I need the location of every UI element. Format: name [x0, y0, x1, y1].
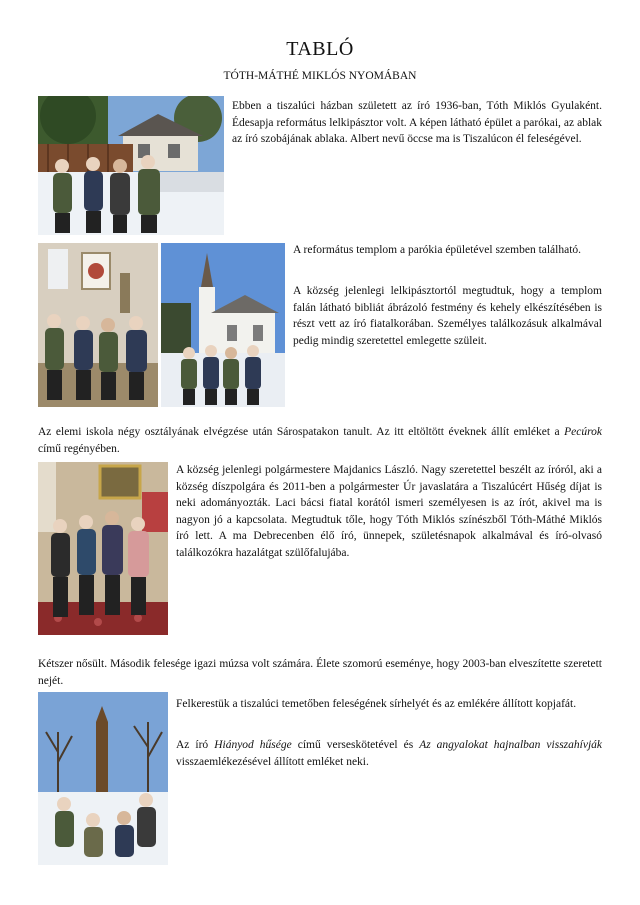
page-title: TABLÓ: [286, 38, 354, 60]
section-school-text: [38, 424, 602, 457]
photo-church-interior: [38, 243, 158, 407]
page-subtitle: TÓTH-MÁTHÉ MIKLÓS NYOMÁBAN: [223, 70, 417, 82]
cemetery-text-a: Az író: [176, 739, 215, 751]
school-text-end: című regényében.: [38, 442, 120, 455]
photo-cemetery: [38, 692, 168, 865]
section-church-text-2: A község jelenlegi lelkipásztortól megtudtuk, hogy a templom falán látható bibliát ábrázoló festmény és kehely elkészítésében is részt vett az író fiatalkorában. Személyes találkozásuk alkalmával pedig mindig szeretettel emlegette szüleit.: [293, 285, 602, 347]
photo-birth-house: [38, 96, 224, 235]
book-title-1: Hiányod hűsége: [214, 739, 292, 751]
section-church-text-1: A református templom a parókia épületével szemben található.: [293, 244, 582, 256]
book-title-2: Az angyalokat hajnalban visszahívják: [419, 739, 602, 751]
section-mayor-text: A község jelenlegi polgármestere Majdanics László. Nagy szeretettel beszélt az íróról, aki a község díszpolgára és 2011-ben a polgármester Úr javaslatára a Tiszalúcért Hűség díjat is neki adományozták. Laci bácsi fiatal korától ismeri személyesen is az írót, akivel ma is nagyon jó a kapcsolata. Megtudtuk tőle, hogy Tóth Miklós színészből Tóth-Máthé Miklós író lett. A ma Debrecenben élő író, ünnepek, születésnapok alkalmával és író-olvasó találkozókra hazalátgat szülőfalujába.: [176, 464, 602, 559]
section-cemetery-text-1: Felkerestük a tiszalúci temetőben feleségének sírhelyét és az emlékére állított kopjafát.: [176, 698, 577, 710]
photo-church-exterior: [161, 243, 285, 407]
cemetery-text-b: című verseskötetével és: [291, 739, 420, 751]
school-text-start: Az elemi iskola négy osztályának elvégzése után Sárospatakon tanult. Az itt eltöltött éveknek állít emléket a: [38, 426, 565, 438]
novel-title: Pecúrok: [564, 426, 602, 438]
section-marriage-text: Kétszer nősült. Második felesége igazi múzsa volt számára. Élete szomorú eseménye, hogy 2003-ban elveszítette szeretett nejét.: [38, 658, 602, 687]
section-cemetery-text-2: [176, 737, 602, 770]
cemetery-text-c: visszaemlékezésével állított emléket neki.: [176, 755, 369, 768]
section-birth-house-text: Ebben a tiszalúci házban született az író 1936-ban, Tóth Miklós Gyulaként. Édesapja református lelkipásztor volt. A képen látható épület a parókai, az ablak az író szobájának ablaka. Albert nevű öccse ma is Tiszalúcon él feleségével.: [232, 100, 602, 146]
photo-mayor-room: [38, 462, 168, 635]
